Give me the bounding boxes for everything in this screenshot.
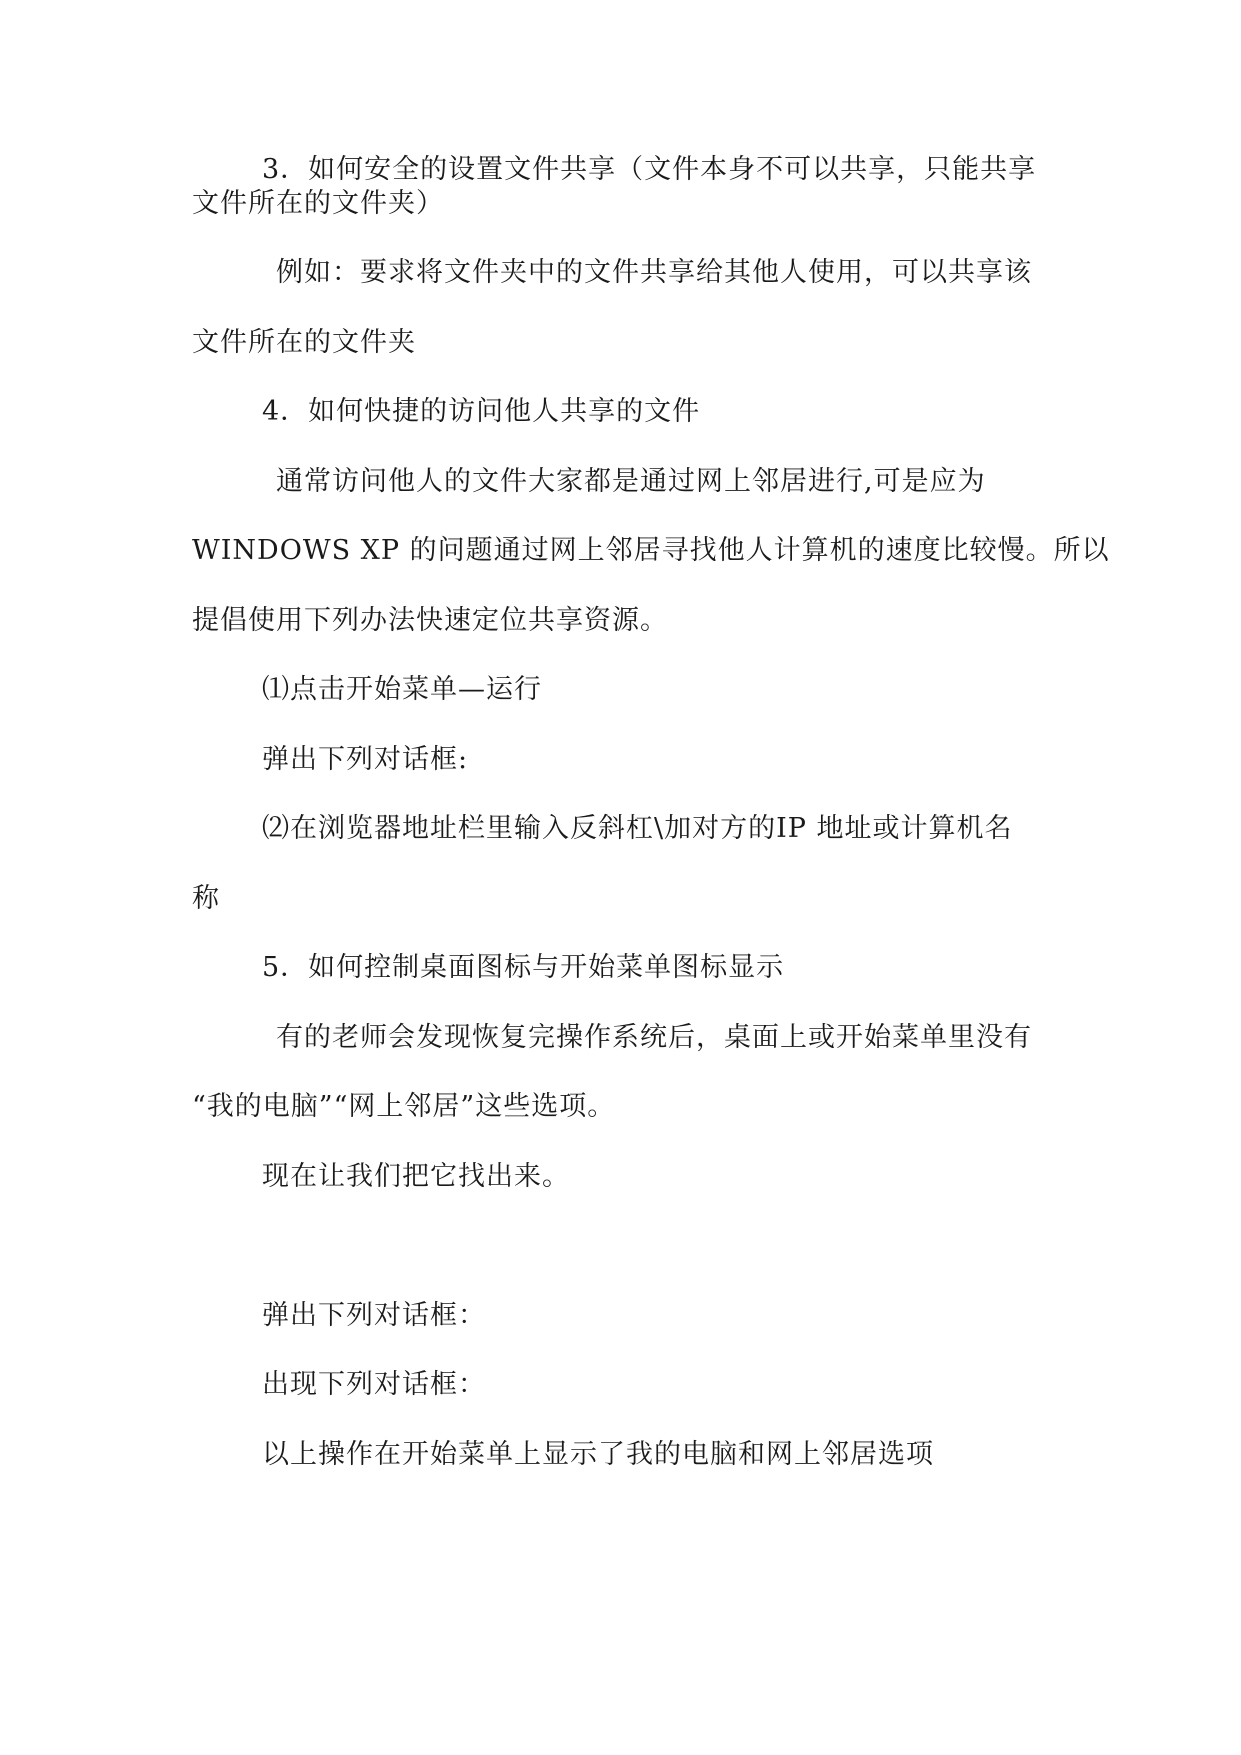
paragraph-line: 提倡使用下列办法快速定位共享资源。 — [192, 605, 668, 636]
paragraph-line: 例如：要求将文件夹中的文件共享给其他人使用，可以共享该 — [276, 257, 1032, 288]
paragraph-line: 弹出下列对话框: — [262, 744, 469, 775]
paragraph-line: 称 — [192, 883, 220, 914]
paragraph-line: 以上操作在开始菜单上显示了我的电脑和网上邻居选项 — [262, 1439, 934, 1470]
paragraph-line: 现在让我们把它找出来。 — [262, 1161, 570, 1192]
heading-4: 4．如何快捷的访问他人共享的文件 — [262, 396, 701, 427]
step-2: ⑵在浏览器地址栏里输入反斜杠\加对方的IP 地址或计算机名 — [262, 813, 1013, 844]
paragraph-line: 出现下列对话框： — [262, 1369, 486, 1400]
paragraph-line: 弹出下列对话框： — [262, 1300, 486, 1331]
paragraph-line: “我的电脑”“网上邻居”这些选项。 — [192, 1091, 616, 1122]
heading-3: 3．如何安全的设置文件共享（文件本身不可以共享，只能共享 — [262, 154, 1037, 185]
paragraph-line: WINDOWS XP 的问题通过网上邻居寻找他人计算机的速度比较慢。所以 — [192, 535, 1110, 566]
paragraph-line: 文件所在的文件夹） — [192, 188, 444, 219]
paragraph-line: 有的老师会发现恢复完操作系统后，桌面上或开始菜单里没有 — [276, 1022, 1032, 1053]
paragraph-line: 文件所在的文件夹 — [192, 327, 416, 358]
heading-5: 5．如何控制桌面图标与开始菜单图标显示 — [262, 952, 785, 983]
step-1: ⑴点击开始菜单—运行 — [262, 674, 542, 705]
paragraph-line: 通常访问他人的文件大家都是通过网上邻居进行,可是应为 — [276, 466, 986, 497]
